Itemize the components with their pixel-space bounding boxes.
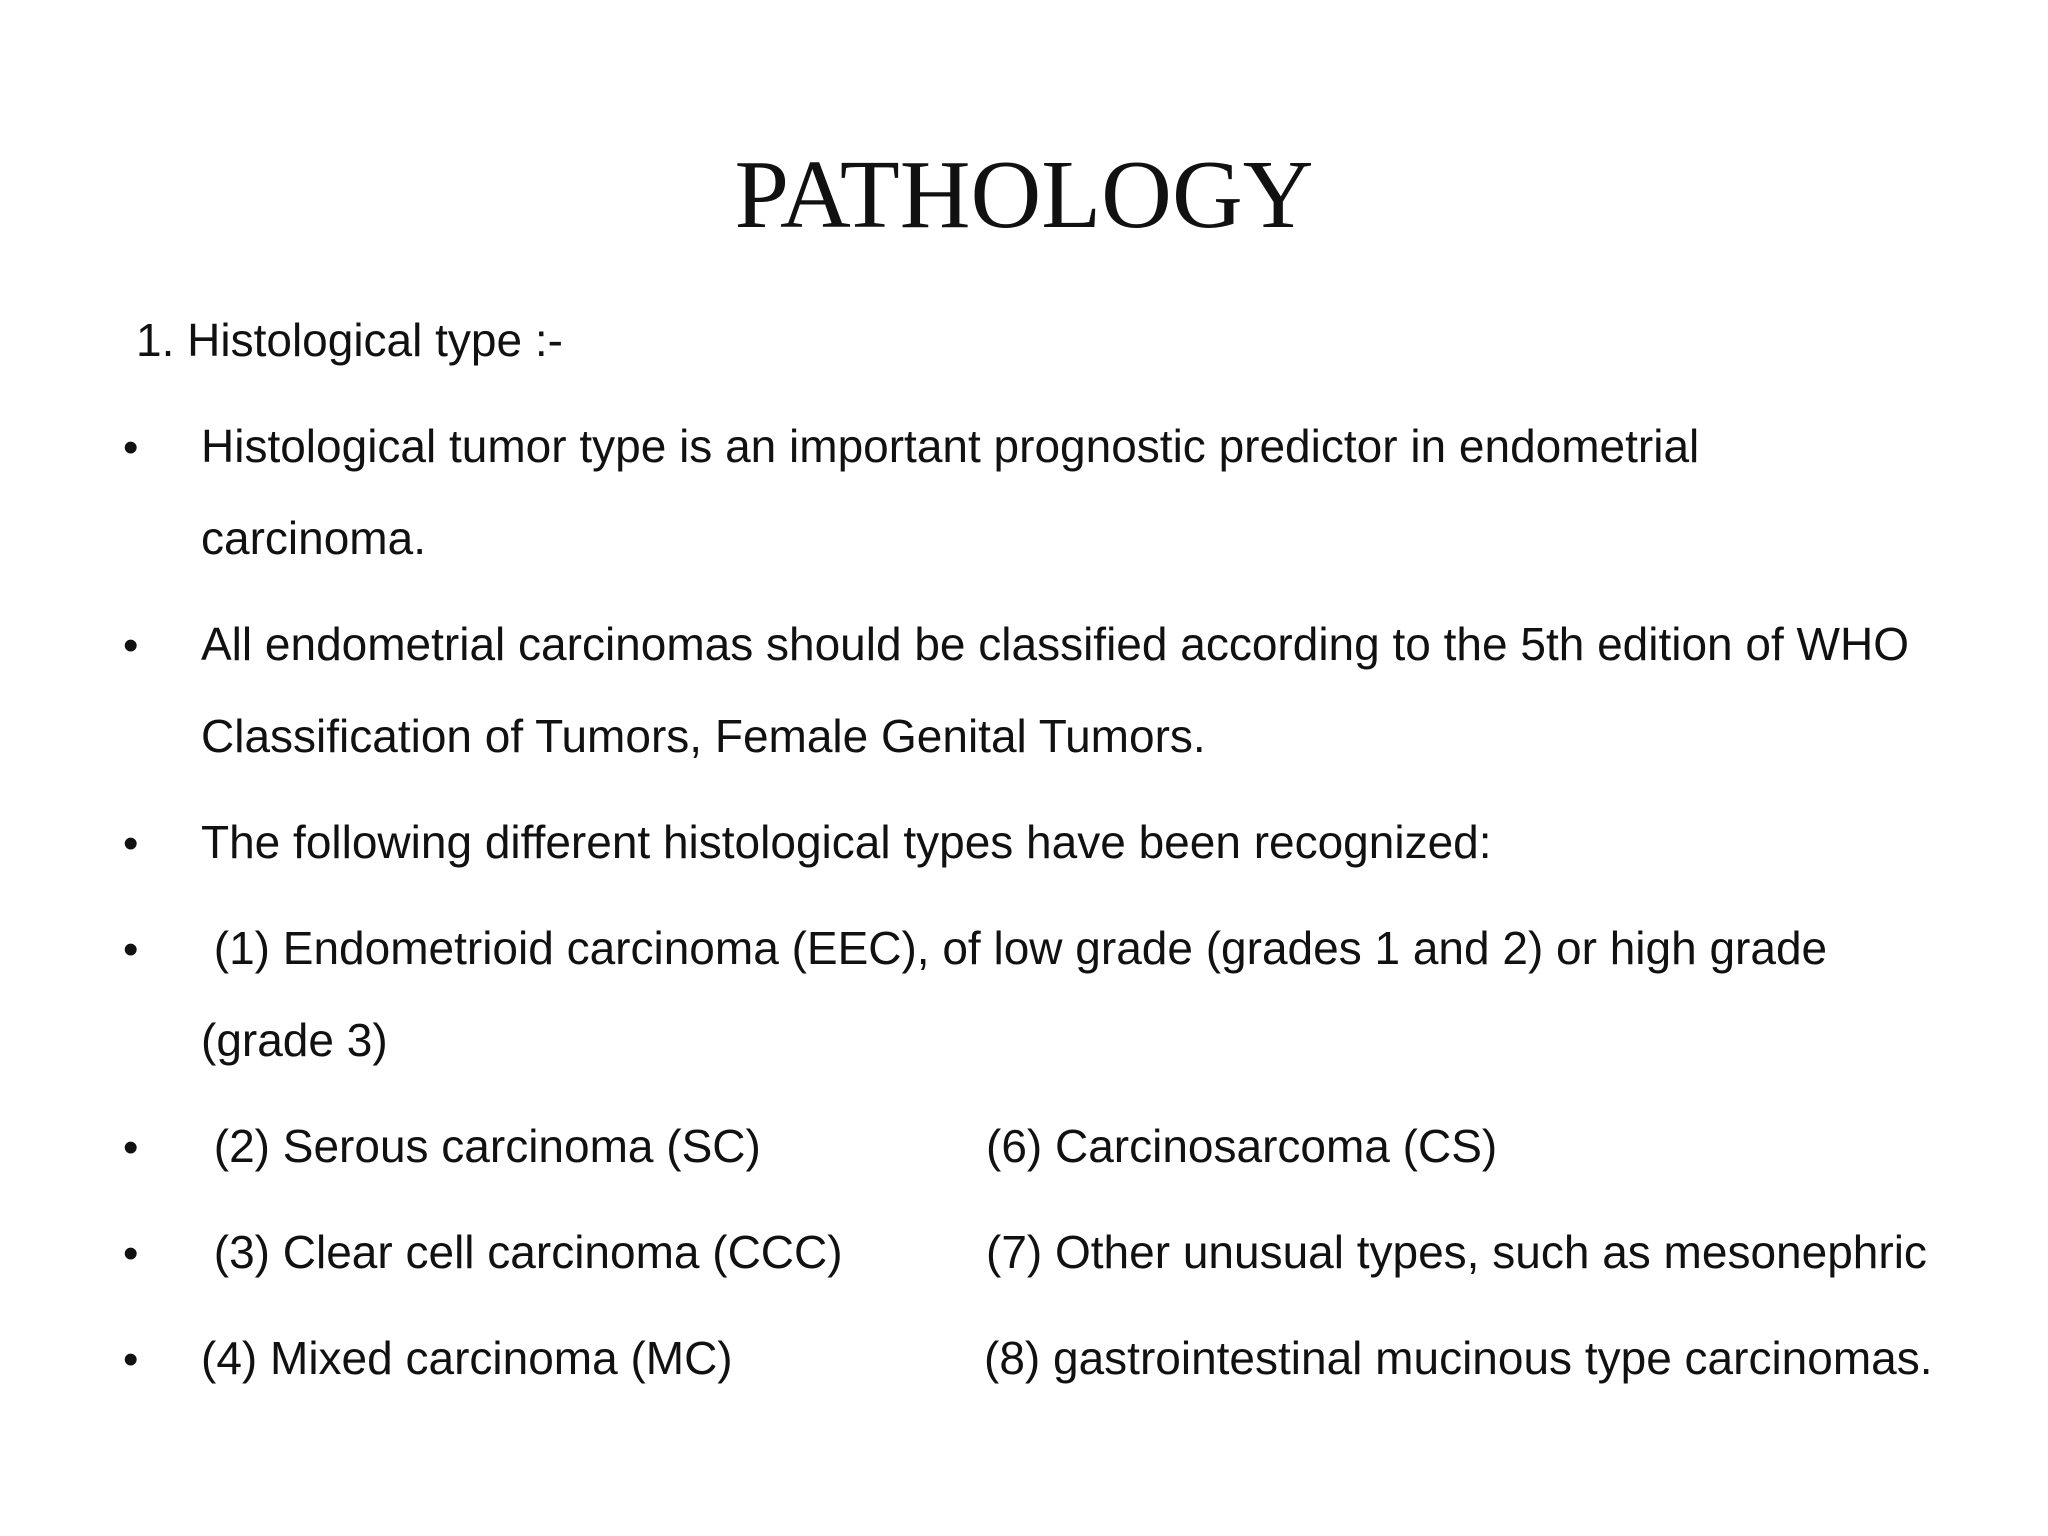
bullet-marker: • xyxy=(123,1335,139,1384)
bullet-text-line: (1) Endometrioid carcinoma (EEC), of low grade (grades 1 and 2) or high grade xyxy=(201,922,1828,974)
bullet-text-line: The following different histological types have been recognized: xyxy=(201,816,1492,868)
bullet-text-right: (7) Other unusual types, such as mesonephric xyxy=(986,1226,1927,1278)
bullet-text-right: (8) gastrointestinal mucinous type carcinomas. xyxy=(984,1332,1933,1384)
bullet-marker: • xyxy=(123,1123,139,1172)
bullet-text-left: (2) Serous carcinoma (SC) xyxy=(201,1120,761,1172)
bullet-marker: • xyxy=(123,819,139,868)
bullet-text-left: (3) Clear cell carcinoma (CCC) xyxy=(201,1226,843,1278)
bullet-marker: • xyxy=(123,925,139,974)
bullet-marker: • xyxy=(123,1229,139,1278)
bullet-text-right: (6) Carcinosarcoma (CS) xyxy=(986,1120,1498,1172)
bullet-text-left: (4) Mixed carcinoma (MC) xyxy=(201,1332,733,1384)
bullet-marker: • xyxy=(123,423,139,472)
section-heading: 1. Histological type :- xyxy=(136,314,563,366)
bullet-text-line: (grade 3) xyxy=(201,1014,388,1066)
bullet-text-line: carcinoma. xyxy=(201,512,426,564)
bullet-marker: • xyxy=(123,621,139,670)
bullet-text-line: Classification of Tumors, Female Genital Tumors. xyxy=(201,710,1206,762)
bullet-text-line: All endometrial carcinomas should be classified according to the 5th edition of WHO xyxy=(201,618,1909,670)
bullet-text-line: Histological tumor type is an important prognostic predictor in endometrial xyxy=(201,420,1700,472)
slide-title: PATHOLOGY xyxy=(734,141,1314,249)
